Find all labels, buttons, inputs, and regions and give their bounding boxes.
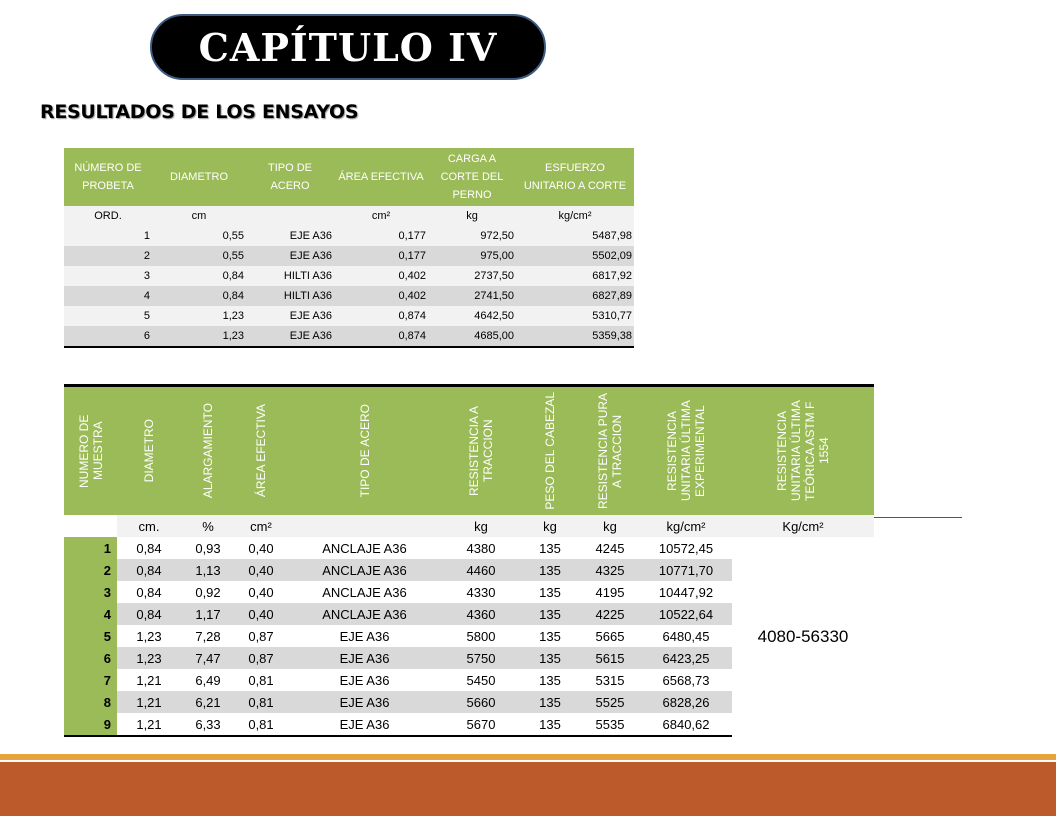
header-label: DIAMETRO xyxy=(142,419,156,483)
unit-cell: kg xyxy=(442,515,520,537)
cell: 0,84 xyxy=(117,581,181,603)
cell: 5310,77 xyxy=(516,306,634,326)
header-label: RESISTENCIA UNITARIA ÚLTIMA TEÓRICA ASTM F 1554 xyxy=(775,400,831,502)
cell: 5670 xyxy=(442,713,520,736)
cell: 0,177 xyxy=(334,246,428,266)
cell: 6568,73 xyxy=(640,669,732,691)
header-cell xyxy=(442,386,520,516)
cell: 3 xyxy=(64,266,152,286)
header-cell xyxy=(235,386,287,516)
cell: 0,87 xyxy=(235,647,287,669)
cell: 0,84 xyxy=(117,559,181,581)
header-cell xyxy=(181,386,235,516)
cell: 972,50 xyxy=(428,226,516,246)
cell: EJE A36 xyxy=(287,669,442,691)
cell: 4195 xyxy=(580,581,640,603)
cell: 0,402 xyxy=(334,266,428,286)
sample-number: 9 xyxy=(64,713,117,736)
cell: 5502,09 xyxy=(516,246,634,266)
section-subtitle: RESULTADOS DE LOS ENSAYOS xyxy=(40,101,359,123)
header-cell: NÚMERO DE PROBETA xyxy=(64,148,152,206)
cell: 135 xyxy=(520,647,580,669)
cell: EJE A36 xyxy=(246,306,334,326)
header-cell: ESFUERZO UNITARIO A CORTE xyxy=(516,148,634,206)
header-label: TIPO DE ACERO xyxy=(357,404,372,498)
cell: 5800 xyxy=(442,625,520,647)
cell: 135 xyxy=(520,625,580,647)
cell: 5487,98 xyxy=(516,226,634,246)
cell: ANCLAJE A36 xyxy=(287,537,442,559)
cell: 6827,89 xyxy=(516,286,634,306)
cell: 0,92 xyxy=(181,581,235,603)
cell: 1,13 xyxy=(181,559,235,581)
cell: 1,23 xyxy=(117,625,181,647)
cell: 4360 xyxy=(442,603,520,625)
table-header-row xyxy=(64,386,874,516)
cell: 4460 xyxy=(442,559,520,581)
cell: 0,40 xyxy=(235,581,287,603)
sample-number: 8 xyxy=(64,691,117,713)
header-label: RESISTENCIA PURA A TRACCION xyxy=(596,392,624,510)
cell: 4380 xyxy=(442,537,520,559)
sample-number: 2 xyxy=(64,559,117,581)
theoretical-range-cell: 4080-56330 xyxy=(732,537,874,736)
cell: 5525 xyxy=(580,691,640,713)
unit-cell xyxy=(246,206,334,226)
cell: 4 xyxy=(64,286,152,306)
cell: 1,21 xyxy=(117,713,181,736)
header-cell xyxy=(117,386,181,516)
sample-number: 6 xyxy=(64,647,117,669)
cell: 4685,00 xyxy=(428,326,516,347)
header-cell xyxy=(640,386,732,516)
cell: 7,47 xyxy=(181,647,235,669)
table-row xyxy=(64,226,634,246)
cell: 5750 xyxy=(442,647,520,669)
cell: 0,81 xyxy=(235,691,287,713)
table-row xyxy=(64,266,634,286)
unit-cell: cm. xyxy=(117,515,181,537)
unit-cell xyxy=(64,515,117,537)
cell: 135 xyxy=(520,581,580,603)
chapter-banner xyxy=(150,14,546,80)
sample-number: 7 xyxy=(64,669,117,691)
cell: EJE A36 xyxy=(246,226,334,246)
cell: ANCLAJE A36 xyxy=(287,581,442,603)
table-row xyxy=(64,286,634,306)
cell: 6817,92 xyxy=(516,266,634,286)
cell: EJE A36 xyxy=(246,326,334,347)
header-label: NUMERO DE MUESTRA xyxy=(76,414,105,488)
cell: EJE A36 xyxy=(287,713,442,736)
cell: 5 xyxy=(64,306,152,326)
cell: 135 xyxy=(520,713,580,736)
sample-number: 4 xyxy=(64,603,117,625)
footer-band-brown xyxy=(0,762,1056,816)
header-cell xyxy=(732,386,874,516)
cell: 0,874 xyxy=(334,326,428,347)
header-label: RESISTENCIA A TRACCION xyxy=(467,405,495,497)
cell: 0,40 xyxy=(235,537,287,559)
cell: 5660 xyxy=(442,691,520,713)
cell: 0,177 xyxy=(334,226,428,246)
cell: 0,402 xyxy=(334,286,428,306)
cell: 6480,45 xyxy=(640,625,732,647)
tension-test-table xyxy=(64,384,874,737)
unit-cell: cm² xyxy=(235,515,287,537)
cell: 2741,50 xyxy=(428,286,516,306)
cell: 1,17 xyxy=(181,603,235,625)
cell: 6,33 xyxy=(181,713,235,736)
cell: 6,49 xyxy=(181,669,235,691)
cell: 1,23 xyxy=(152,306,246,326)
units-row xyxy=(64,206,634,226)
cell: 7,28 xyxy=(181,625,235,647)
cell: 5615 xyxy=(580,647,640,669)
cell: 0,55 xyxy=(152,246,246,266)
header-cell xyxy=(64,386,117,516)
cell: 2 xyxy=(64,246,152,266)
cell: 1,21 xyxy=(117,669,181,691)
cell: 135 xyxy=(520,559,580,581)
cell: 4245 xyxy=(580,537,640,559)
table-header-row xyxy=(64,148,634,206)
cell: 135 xyxy=(520,603,580,625)
header-cell xyxy=(580,386,640,516)
cell: 6423,25 xyxy=(640,647,732,669)
cell: 5450 xyxy=(442,669,520,691)
cell: 1,23 xyxy=(117,647,181,669)
cell: 135 xyxy=(520,669,580,691)
cell: 4642,50 xyxy=(428,306,516,326)
unit-cell: kg/cm² xyxy=(516,206,634,226)
unit-cell: kg xyxy=(428,206,516,226)
cell: 0,81 xyxy=(235,669,287,691)
cell: 1,23 xyxy=(152,326,246,347)
cell: EJE A36 xyxy=(246,246,334,266)
cell: 0,84 xyxy=(117,537,181,559)
cell: ANCLAJE A36 xyxy=(287,559,442,581)
cell: 5665 xyxy=(580,625,640,647)
unit-cell: Kg/cm² xyxy=(732,515,874,537)
cell: 135 xyxy=(520,691,580,713)
cell: 0,93 xyxy=(181,537,235,559)
header-cell xyxy=(287,386,442,516)
unit-cell xyxy=(287,515,442,537)
sample-number: 3 xyxy=(64,581,117,603)
cell: EJE A36 xyxy=(287,625,442,647)
table-row xyxy=(64,246,634,266)
cell: 10572,45 xyxy=(640,537,732,559)
cell: 4225 xyxy=(580,603,640,625)
cell: 0,55 xyxy=(152,226,246,246)
cell: 0,87 xyxy=(235,625,287,647)
header-label: ALARGAMIENTO xyxy=(201,403,215,499)
header-label: ÁREA EFECTIVA xyxy=(254,404,268,498)
header-label: RESISTENCIA UNITARIA ÚLTIMA EXPERIMENTAL xyxy=(665,400,707,502)
header-label: PESO DEL CABEZAL xyxy=(543,392,557,510)
cell: 0,40 xyxy=(235,559,287,581)
cell: 5359,38 xyxy=(516,326,634,347)
cell: 2737,50 xyxy=(428,266,516,286)
cell: 4330 xyxy=(442,581,520,603)
cell: 0,84 xyxy=(152,266,246,286)
sample-number: 5 xyxy=(64,625,117,647)
unit-cell: ORD. xyxy=(64,206,152,226)
cell: 10522,64 xyxy=(640,603,732,625)
unit-cell: cm² xyxy=(334,206,428,226)
unit-cell: kg/cm² xyxy=(640,515,732,537)
unit-cell: % xyxy=(181,515,235,537)
cell: 0,874 xyxy=(334,306,428,326)
cell: HILTI A36 xyxy=(246,286,334,306)
shear-test-table xyxy=(64,148,634,348)
header-cell xyxy=(520,386,580,516)
unit-cell: kg xyxy=(520,515,580,537)
cell: 5535 xyxy=(580,713,640,736)
cell: 0,84 xyxy=(117,603,181,625)
cell: 1,21 xyxy=(117,691,181,713)
cell: 975,00 xyxy=(428,246,516,266)
unit-cell: cm xyxy=(152,206,246,226)
cell: EJE A36 xyxy=(287,691,442,713)
cell: 6840,62 xyxy=(640,713,732,736)
cell: 10771,70 xyxy=(640,559,732,581)
cell: HILTI A36 xyxy=(246,266,334,286)
header-cell: DIAMETRO xyxy=(152,148,246,206)
cell: EJE A36 xyxy=(287,647,442,669)
cell: 1 xyxy=(64,226,152,246)
cell: 6 xyxy=(64,326,152,347)
chapter-title: CAPÍTULO IV xyxy=(198,24,498,70)
sample-number: 1 xyxy=(64,537,117,559)
cell: 135 xyxy=(520,537,580,559)
cell: 0,40 xyxy=(235,603,287,625)
header-cell: CARGA A CORTE DEL PERNO xyxy=(428,148,516,206)
header-cell: ÁREA EFECTIVA xyxy=(334,148,428,206)
cell: 5315 xyxy=(580,669,640,691)
cell: 0,84 xyxy=(152,286,246,306)
cell: 4325 xyxy=(580,559,640,581)
cell: 6,21 xyxy=(181,691,235,713)
table-row xyxy=(64,326,634,347)
header-cell: TIPO DE ACERO xyxy=(246,148,334,206)
table-row xyxy=(64,306,634,326)
footer-band-orange xyxy=(0,754,1056,760)
cell: ANCLAJE A36 xyxy=(287,603,442,625)
cell: 0,81 xyxy=(235,713,287,736)
table-row xyxy=(64,537,874,559)
cell: 6828,26 xyxy=(640,691,732,713)
divider-line xyxy=(874,517,962,518)
units-row xyxy=(64,515,874,537)
cell: 10447,92 xyxy=(640,581,732,603)
unit-cell: kg xyxy=(580,515,640,537)
